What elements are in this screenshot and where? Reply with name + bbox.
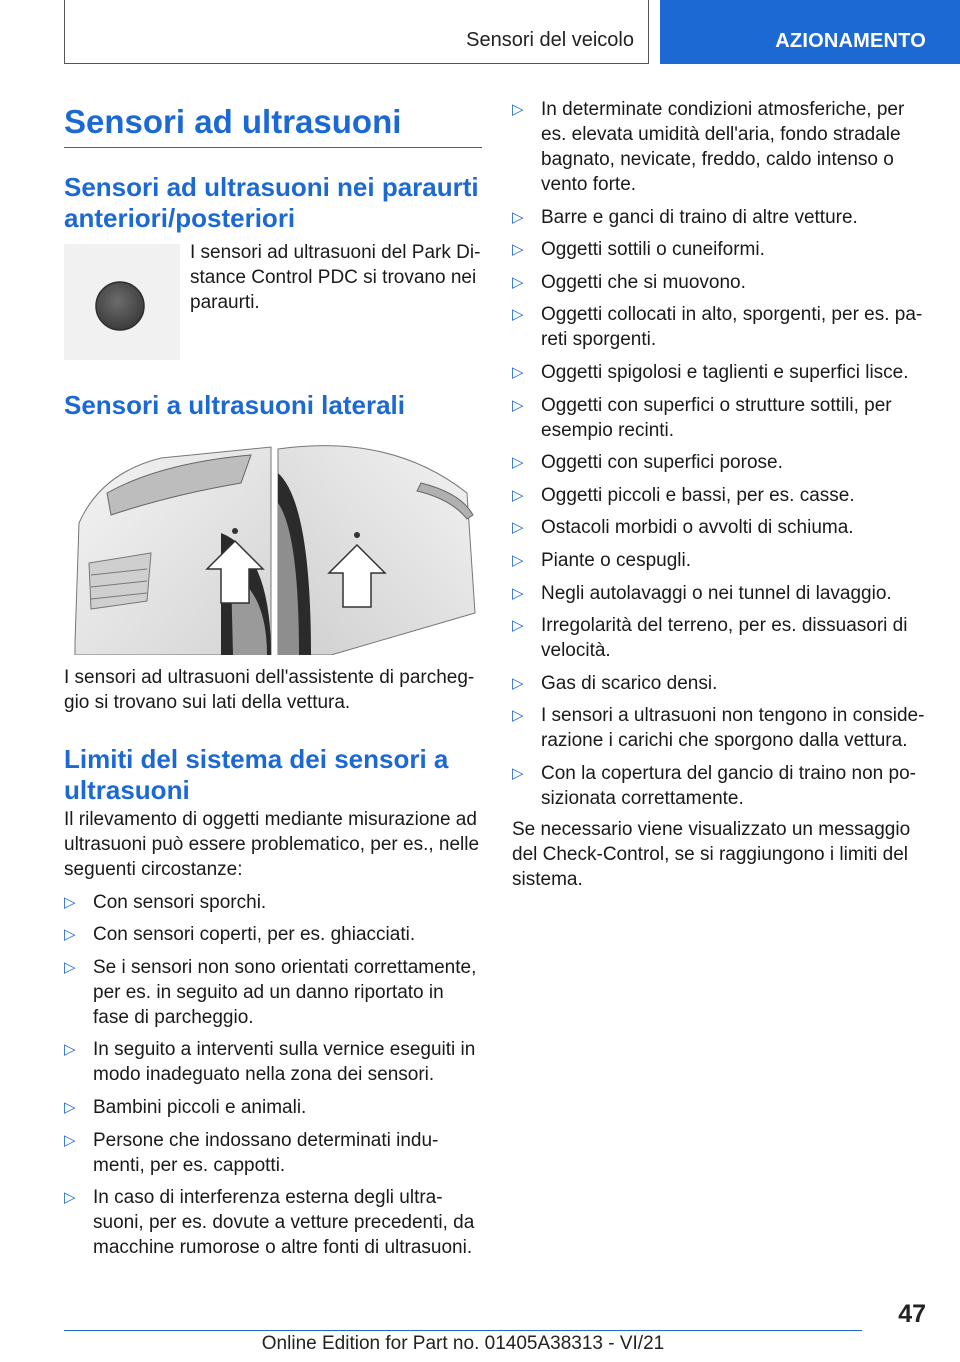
list-item: ▷ Piante o cespugli. [512,549,691,571]
header-chapter-title[interactable]: AZIONAMENTO [775,30,926,52]
list-item: ▷ Oggetti piccoli e bassi, per es. casse. [512,484,855,506]
header-section-box [64,0,649,64]
triangle-right-icon: ▷ [512,273,524,291]
list-item: ▷ Oggetti che si muovono. [512,271,746,293]
triangle-right-icon: ▷ [512,208,524,226]
header-section-title: Sensori del veicolo [466,29,634,51]
footer-edition: Online Edition for Part no. 01405A38313 - VI/21 [261,1333,665,1354]
list-item: ▷ Se i sensori non sono orientati correttamente, per es. in seguito ad un danno riportato in fase di parcheggio. [64,956,477,1028]
triangle-right-icon: ▷ [64,926,76,944]
triangle-right-icon: ▷ [512,396,524,414]
page-number: 47 [898,1300,926,1328]
left-bullet-list [64,890,482,1261]
bumper-sensor-text: I sensori ad ultrasuoni del Park Di-stance Control PDC si trovano nei paraurti. [190,242,481,313]
list-item: ▷ In seguito a interventi sulla vernice eseguiti in modo inadeguato nella zona dei sensori. [64,1039,476,1086]
triangle-right-icon: ▷ [512,617,524,635]
header-chapter-box[interactable] [660,0,960,64]
list-item: ▷ Oggetti con superfici o strutture sottili, per esempio recinti. [512,394,892,441]
triangle-right-icon: ▷ [512,306,524,324]
triangle-right-icon: ▷ [512,486,524,504]
sensor-image [64,244,180,360]
triangle-right-icon: ▷ [64,1189,76,1207]
page-title: Sensori ad ultrasuoni [64,100,482,148]
list-item: ▷ Oggetti sottili o cuneiformi. [512,239,765,261]
list-item: ▷ Oggetti collocati in alto, sporgenti, per es. pa-reti sporgenti. [512,304,923,351]
list-item: ▷ In determinate condizioni atmosferiche, per es. elevata umidità dell'aria, fondo stradale bagnato, nevicate, freddo, caldo intenso o vento forte. [512,99,905,195]
list-item: ▷ Bambini piccoli e animali. [64,1096,307,1118]
footer-divider [64,1330,862,1331]
triangle-right-icon: ▷ [64,1041,76,1059]
list-item: ▷ In caso di interferenza esterna degli ultra-suoni, per es. dovute a vetture precedenti, da macchine rumorose o altre fonti di ultrasuoni. [64,1187,475,1259]
list-item: ▷ Negli autolavaggi o nei tunnel di lavaggio. [512,582,892,604]
triangle-right-icon: ▷ [64,958,76,976]
triangle-right-icon: ▷ [512,101,524,118]
list-item: ▷ Persone che indossano determinati indu-menti, per es. cappotti. [64,1129,439,1176]
list-item: ▷ Irregolarità del terreno, per es. dissuasori di velocità. [512,615,908,662]
list-item: ▷ Con sensori sporchi. [64,891,267,913]
list-item: ▷ I sensori a ultrasuoni non tengono in conside-razione i carichi che sporgono dalla vettura. [512,705,925,752]
triangle-right-icon: ▷ [512,674,524,692]
system-limits-intro: Il rilevamento di oggetti mediante misurazione ad ultrasuoni può essere problematico, per es., nelle seguenti circostanze: [64,809,480,880]
section-heading-system-limits: Limiti del sistema dei sensori a ultrasuoni [64,744,449,805]
side-sensors-illustration [71,433,481,655]
triangle-right-icon: ▷ [512,519,524,537]
triangle-right-icon: ▷ [512,707,524,725]
triangle-right-icon: ▷ [512,241,524,259]
triangle-right-icon: ▷ [512,551,524,569]
triangle-right-icon: ▷ [512,764,524,782]
sensor-disc-icon [64,244,180,360]
side-sensors-text: I sensori ad ultrasuoni dell'assistente di parcheg-gio si trovano sui lati della vettura. [64,667,475,713]
list-item: ▷ Con la copertura del gancio di traino non po-sizionata correttamente. [512,762,916,809]
triangle-right-icon: ▷ [512,454,524,472]
list-item: ▷ Barre e ganci di traino di altre vetture. [512,206,858,228]
right-column [512,100,926,892]
triangle-right-icon: ▷ [512,584,524,602]
list-item: ▷ Ostacoli morbidi o avvolti di schiuma. [512,517,854,539]
list-item: ▷ Oggetti spigolosi e taglienti e superfici lisce. [512,361,909,383]
triangle-right-icon: ▷ [64,1131,76,1149]
triangle-right-icon: ▷ [64,893,76,911]
list-item: ▷ Gas di scarico densi. [512,672,718,694]
list-item: ▷ Oggetti con superfici porose. [512,452,783,474]
section-heading-side-sensors: Sensori a ultrasuoni laterali [64,390,405,420]
bumper-sensor-block [64,240,482,360]
left-column [64,100,482,1260]
triangle-right-icon: ▷ [512,363,524,381]
list-item: ▷ Con sensori coperti, per es. ghiacciati. [64,924,416,946]
closing-text: Se necessario viene visualizzato un messaggio del Check-Control, se si raggiungono i limiti del sistema. [512,818,911,890]
section-heading-bumper-sensors: Sensori ad ultrasuoni nei paraurti anteriori/posteriori [64,172,479,233]
right-bullet-list [512,97,926,811]
triangle-right-icon: ▷ [64,1098,76,1116]
